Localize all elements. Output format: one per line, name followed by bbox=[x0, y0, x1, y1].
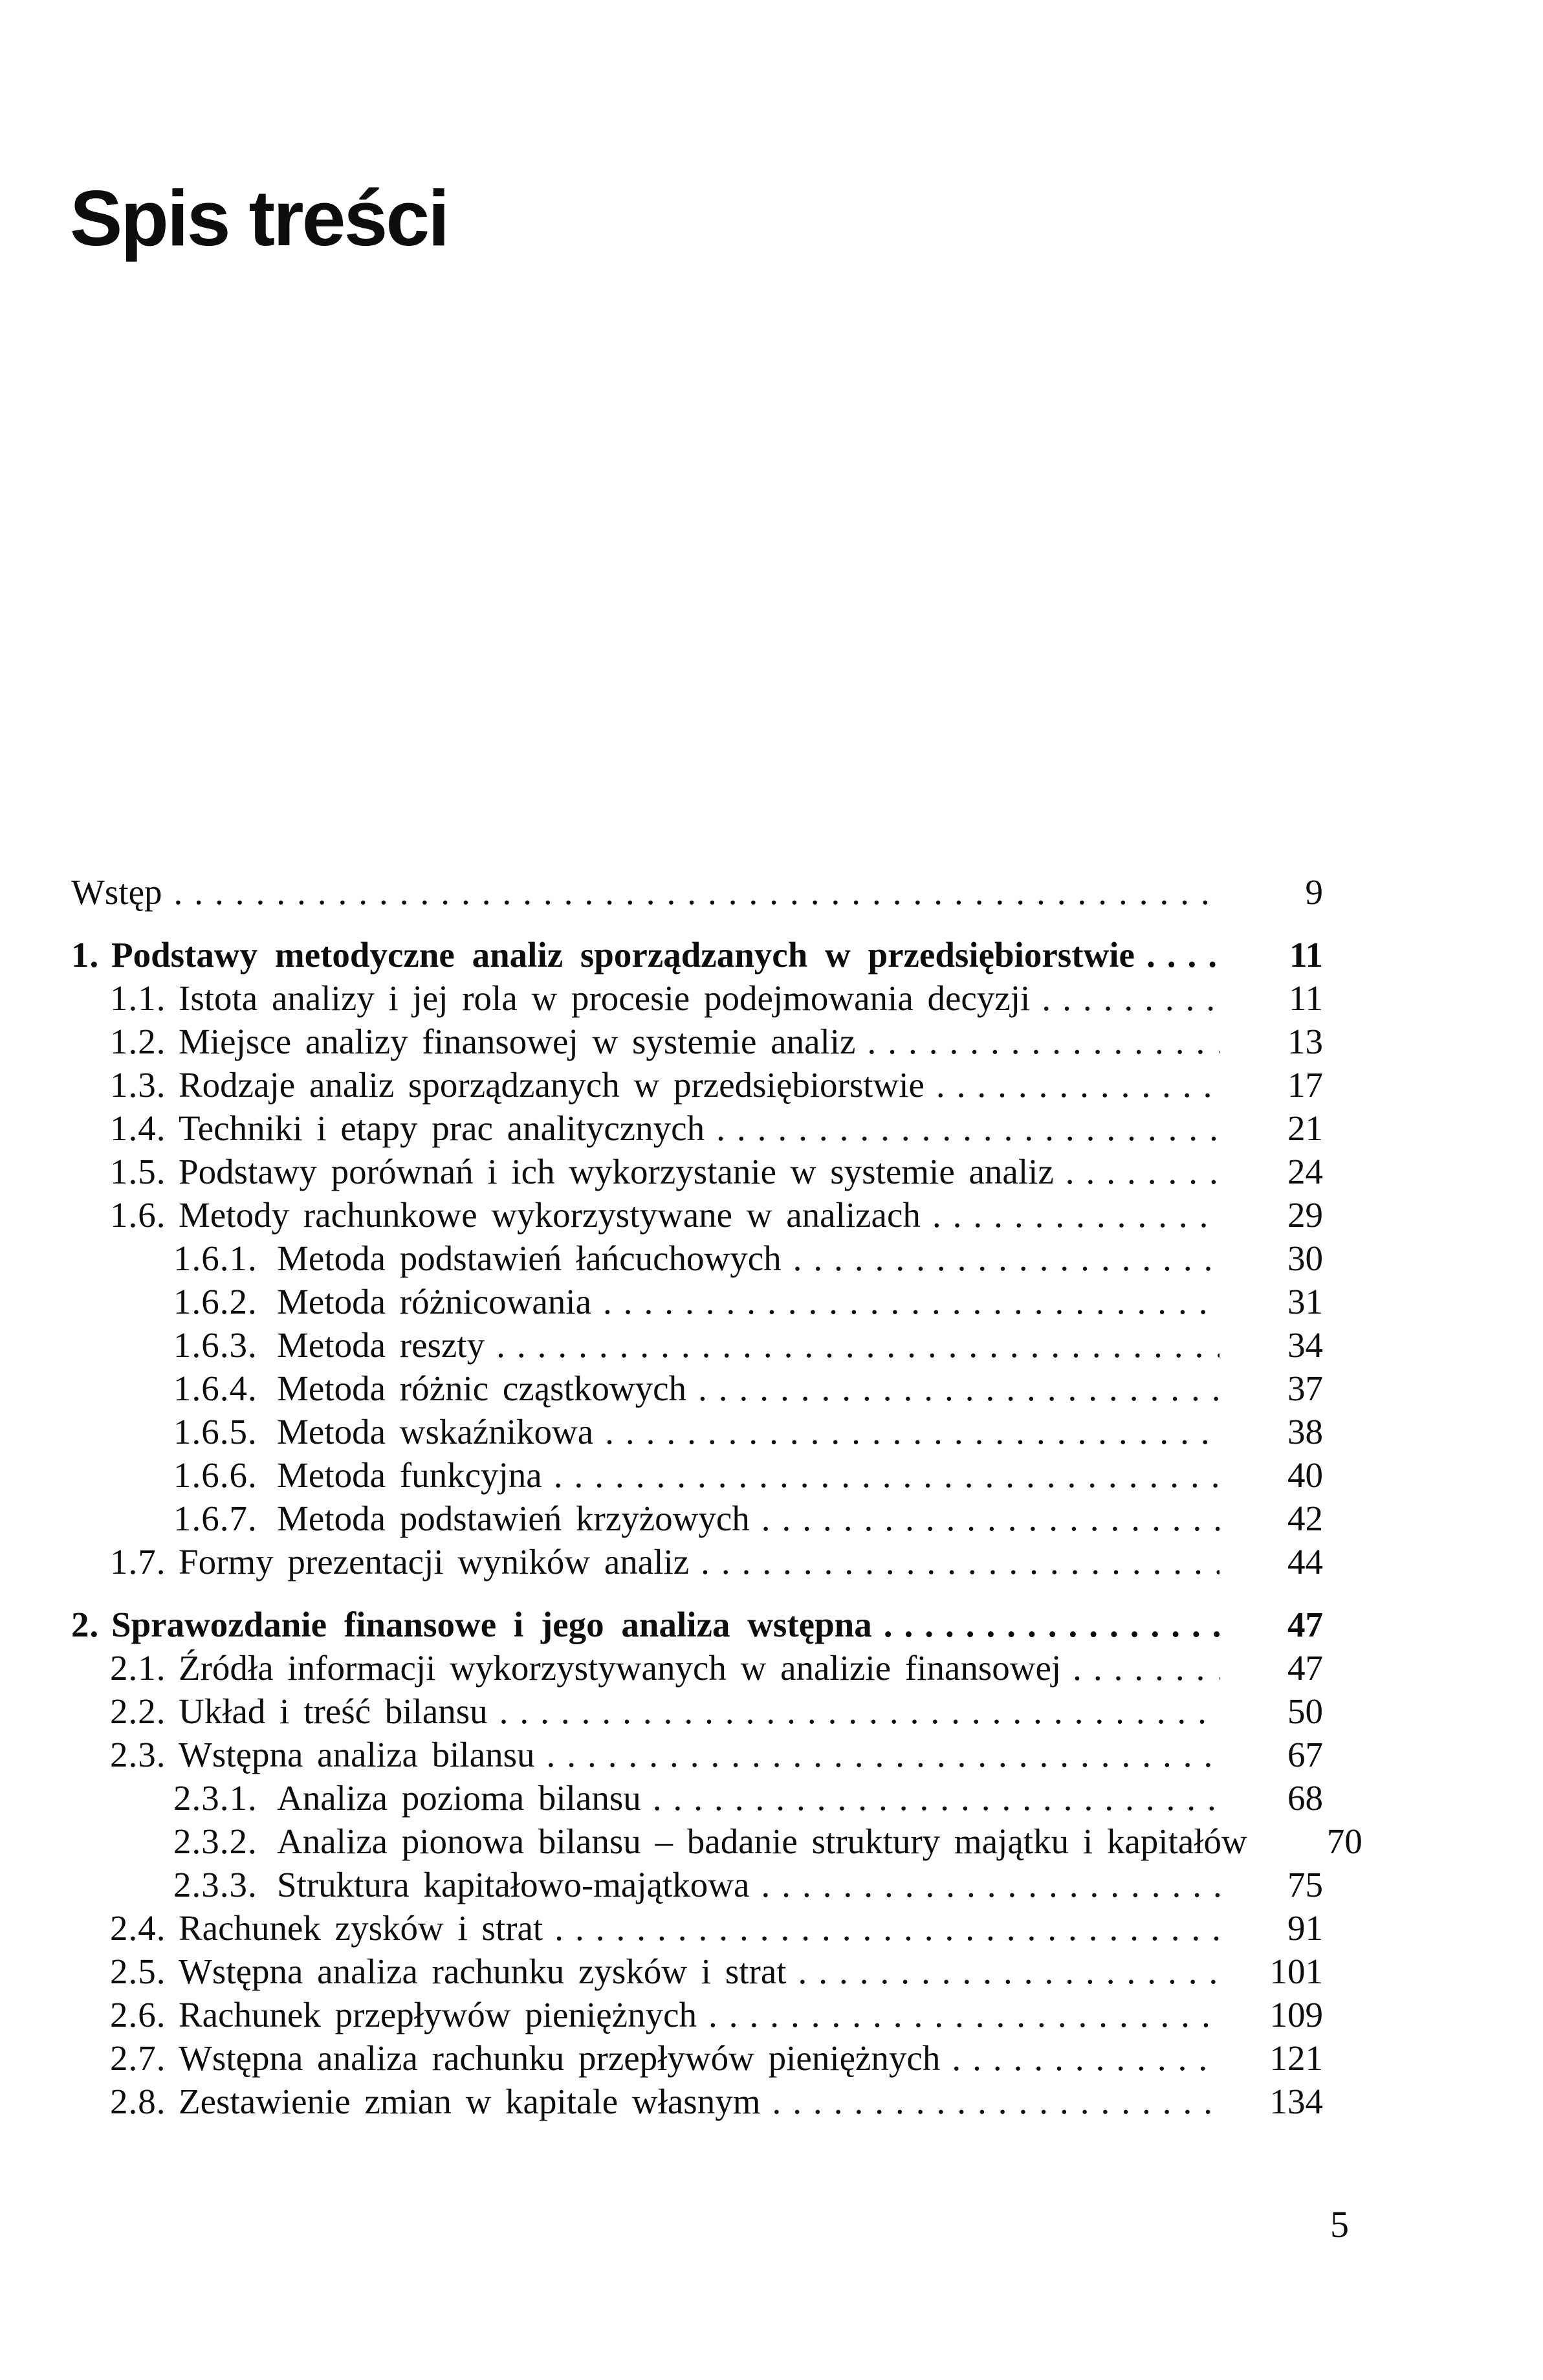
toc-entry-label: Analiza pionowa bilansu – badanie struktury majątku i kapitałów bbox=[277, 1822, 1247, 1861]
toc-entry-label: Wstępna analiza bilansu bbox=[179, 1735, 535, 1774]
toc-entry bbox=[110, 1646, 1323, 1690]
toc-entry-number: 2.3.3. bbox=[173, 1865, 257, 1904]
toc-entry-number: 1.2. bbox=[110, 1022, 166, 1061]
toc-entry-number: 1.6.2. bbox=[173, 1282, 257, 1321]
toc-entry bbox=[71, 933, 1323, 976]
toc-entry-label: Wstępna analiza rachunku zysków i strat bbox=[179, 1952, 787, 1991]
toc-entry bbox=[173, 1237, 1323, 1280]
toc-entry-number: 1.6.6. bbox=[173, 1455, 257, 1495]
toc-entry-label: Istota analizy i jej rola w procesie podejmowania decyzji bbox=[179, 978, 1031, 1018]
toc-entry-page: 24 bbox=[1287, 1152, 1323, 1191]
toc-entry-number: 1.7. bbox=[110, 1542, 166, 1581]
toc-entry-number: 1.6.5. bbox=[173, 1412, 257, 1451]
toc-entry-number: 1.6.7. bbox=[173, 1499, 257, 1538]
toc-leader-dots bbox=[701, 1540, 1220, 1583]
toc-entry-label: Techniki i etapy prac analitycznych bbox=[179, 1108, 705, 1148]
toc-entry-page: 34 bbox=[1287, 1325, 1323, 1365]
toc-entry bbox=[173, 1453, 1323, 1497]
toc-entry-number: 2.5. bbox=[110, 1952, 166, 1991]
toc-leader-dots bbox=[1042, 976, 1220, 1020]
toc-leader-dots bbox=[499, 1690, 1220, 1733]
toc-leader-dots bbox=[884, 1603, 1220, 1646]
toc-entry-page: 44 bbox=[1287, 1542, 1323, 1581]
toc-entry-label: Metoda podstawień krzyżowych bbox=[277, 1499, 750, 1538]
toc-entry-number: 1.1. bbox=[110, 978, 166, 1018]
toc-entry bbox=[173, 1280, 1323, 1323]
toc-entry bbox=[173, 1323, 1323, 1367]
toc-leader-dots bbox=[932, 1193, 1220, 1237]
toc-entry-number: 1.3. bbox=[110, 1065, 166, 1105]
toc-leader-dots bbox=[798, 1950, 1220, 1993]
toc-entry bbox=[173, 1410, 1323, 1453]
toc-entry-number: 2.3.1. bbox=[173, 1778, 257, 1818]
toc-entry-label: Wstępna analiza rachunku przepływów pieniężnych bbox=[179, 2038, 941, 2078]
toc-entry-page: 40 bbox=[1287, 1455, 1323, 1495]
toc-entry bbox=[110, 2080, 1323, 2123]
toc-entry-page: 50 bbox=[1287, 1691, 1323, 1731]
toc-entry bbox=[110, 1733, 1323, 1776]
toc-entry-page: 37 bbox=[1287, 1369, 1323, 1408]
toc-entry-number: 1.6.1. bbox=[173, 1239, 257, 1278]
toc-leader-dots bbox=[605, 1410, 1220, 1453]
toc-entry bbox=[173, 1497, 1323, 1540]
toc-entry bbox=[110, 1020, 1323, 1063]
toc-entry-number: 2.3. bbox=[110, 1735, 166, 1774]
toc-entry-number: 1.6.4. bbox=[173, 1369, 257, 1408]
toc-entry-label: Metoda reszty bbox=[277, 1325, 485, 1365]
toc-entry-page: 70 bbox=[1326, 1822, 1362, 1861]
toc-entry-number: 1. bbox=[71, 935, 100, 975]
toc-entry bbox=[71, 1603, 1323, 1646]
toc-entry-label: Miejsce analizy finansowej w systemie analiz bbox=[179, 1022, 856, 1061]
toc-entry-number: 2.6. bbox=[110, 1995, 166, 2034]
toc-entry-page: 21 bbox=[1287, 1108, 1323, 1148]
toc-entry-label: Formy prezentacji wyników analiz bbox=[179, 1542, 690, 1581]
toc-entry-page: 17 bbox=[1287, 1065, 1323, 1105]
toc-leader-dots bbox=[174, 870, 1220, 914]
toc-entry-number: 1.4. bbox=[110, 1108, 166, 1148]
toc-entry bbox=[110, 1063, 1323, 1107]
page-title: Spis treści bbox=[70, 173, 448, 262]
toc-entry-label: Analiza pozioma bilansu bbox=[277, 1778, 641, 1818]
toc-entry bbox=[110, 1906, 1323, 1950]
toc-entry-number: 2.4. bbox=[110, 1908, 166, 1948]
toc-entry-label: Zestawienie zmian w kapitale własnym bbox=[179, 2082, 761, 2121]
toc-entry-label: Podstawy metodyczne analiz sporządzanych w przedsiębiorstwie bbox=[111, 935, 1135, 975]
toc-entry-label: Rodzaje analiz sporządzanych w przedsiębiorstwie bbox=[179, 1065, 925, 1105]
toc-entry-label: Metoda wskaźnikowa bbox=[277, 1412, 594, 1451]
toc-entry-number: 1.6.3. bbox=[173, 1325, 257, 1365]
toc-entry-number: 2.2. bbox=[110, 1691, 166, 1731]
toc-leader-dots bbox=[1073, 1646, 1220, 1690]
toc-entry-number: 2. bbox=[71, 1605, 100, 1644]
toc-entry-label: Metoda różnicowania bbox=[277, 1282, 592, 1321]
toc-entry-page: 121 bbox=[1269, 2038, 1323, 2078]
toc-entry-page: 11 bbox=[1289, 978, 1323, 1018]
toc-entry-number: 1.6. bbox=[110, 1195, 166, 1235]
toc-entry-label: Wstęp bbox=[71, 872, 162, 912]
toc-entry-label: Struktura kapitałowo-majątkowa bbox=[277, 1865, 750, 1904]
toc-entry bbox=[110, 1540, 1323, 1583]
toc-entry bbox=[71, 870, 1323, 914]
toc-entry bbox=[110, 1193, 1323, 1237]
toc-leader-dots bbox=[867, 1020, 1220, 1063]
toc-leader-dots bbox=[952, 2036, 1220, 2080]
toc-entry-label: Układ i treść bilansu bbox=[179, 1691, 488, 1731]
toc-leader-dots bbox=[761, 1863, 1220, 1906]
toc-leader-dots bbox=[761, 1497, 1220, 1540]
toc-leader-dots bbox=[716, 1107, 1220, 1150]
toc-entry bbox=[110, 976, 1323, 1020]
toc-entry bbox=[173, 1820, 1362, 1863]
toc-leader-dots bbox=[653, 1776, 1220, 1820]
toc-entry-label: Rachunek zysków i strat bbox=[179, 1908, 543, 1948]
toc-leader-dots bbox=[1146, 933, 1220, 976]
toc-entry bbox=[110, 1107, 1323, 1150]
toc-entry-page: 75 bbox=[1287, 1865, 1323, 1904]
toc-entry-page: 134 bbox=[1269, 2082, 1323, 2121]
toc-entry bbox=[173, 1776, 1323, 1820]
toc-entry-label: Metoda funkcyjna bbox=[277, 1455, 542, 1495]
toc-leader-dots bbox=[547, 1733, 1220, 1776]
toc-entry-page: 47 bbox=[1287, 1648, 1323, 1688]
toc-leader-dots bbox=[708, 1993, 1220, 2036]
toc-entry-number: 1.5. bbox=[110, 1152, 166, 1191]
toc-entry-page: 109 bbox=[1269, 1995, 1323, 2034]
toc-leader-dots bbox=[554, 1453, 1220, 1497]
toc-entry-page: 67 bbox=[1287, 1735, 1323, 1774]
toc-entry-number: 2.8. bbox=[110, 2082, 166, 2121]
toc-entry-page: 47 bbox=[1287, 1605, 1323, 1644]
toc-entry-label: Metoda różnic cząstkowych bbox=[277, 1369, 686, 1408]
toc-entry-label: Sprawozdanie finansowe i jego analiza wstępna bbox=[111, 1605, 872, 1644]
toc-entry-page: 13 bbox=[1287, 1022, 1323, 1061]
toc-entry-number: 2.1. bbox=[110, 1648, 166, 1688]
toc-leader-dots bbox=[496, 1323, 1220, 1367]
toc-leader-dots bbox=[698, 1367, 1220, 1410]
toc-entry bbox=[110, 1690, 1323, 1733]
toc-leader-dots bbox=[554, 1906, 1220, 1950]
toc-entry-page: 101 bbox=[1269, 1952, 1323, 1991]
toc-leader-dots bbox=[772, 2080, 1220, 2123]
toc-leader-dots bbox=[793, 1237, 1220, 1280]
toc-entry-number: 2.3.2. bbox=[173, 1822, 257, 1861]
toc-entry-page: 31 bbox=[1287, 1282, 1323, 1321]
toc-list bbox=[71, 870, 1362, 2123]
toc-entry-page: 9 bbox=[1305, 872, 1323, 912]
toc-entry-label: Źródła informacji wykorzystywanych w analizie finansowej bbox=[179, 1648, 1062, 1688]
toc-entry-page: 91 bbox=[1287, 1908, 1323, 1948]
toc-entry-label: Metoda podstawień łańcuchowych bbox=[277, 1239, 782, 1278]
toc-entry bbox=[110, 1150, 1323, 1193]
toc-entry-label: Rachunek przepływów pieniężnych bbox=[179, 1995, 697, 2034]
toc-entry bbox=[110, 1950, 1323, 1993]
toc-leader-dots bbox=[1066, 1150, 1220, 1193]
toc-entry bbox=[173, 1863, 1323, 1906]
toc-entry-number: 2.7. bbox=[110, 2038, 166, 2078]
toc-entry bbox=[110, 1993, 1323, 2036]
toc-leader-dots bbox=[603, 1280, 1220, 1323]
toc-entry-label: Metody rachunkowe wykorzystywane w analizach bbox=[179, 1195, 921, 1235]
toc-entry-label: Podstawy porównań i ich wykorzystanie w systemie analiz bbox=[179, 1152, 1054, 1191]
toc-entry-page: 42 bbox=[1287, 1499, 1323, 1538]
footer-page-number: 5 bbox=[1330, 2203, 1349, 2245]
toc-entry bbox=[173, 1367, 1323, 1410]
toc-entry-page: 68 bbox=[1287, 1778, 1323, 1818]
toc-entry bbox=[110, 2036, 1323, 2080]
toc-entry-page: 11 bbox=[1289, 935, 1323, 975]
toc-entry-page: 29 bbox=[1287, 1195, 1323, 1235]
toc-entry-page: 30 bbox=[1287, 1239, 1323, 1278]
toc-leader-dots bbox=[936, 1063, 1220, 1107]
toc-entry-page: 38 bbox=[1287, 1412, 1323, 1451]
